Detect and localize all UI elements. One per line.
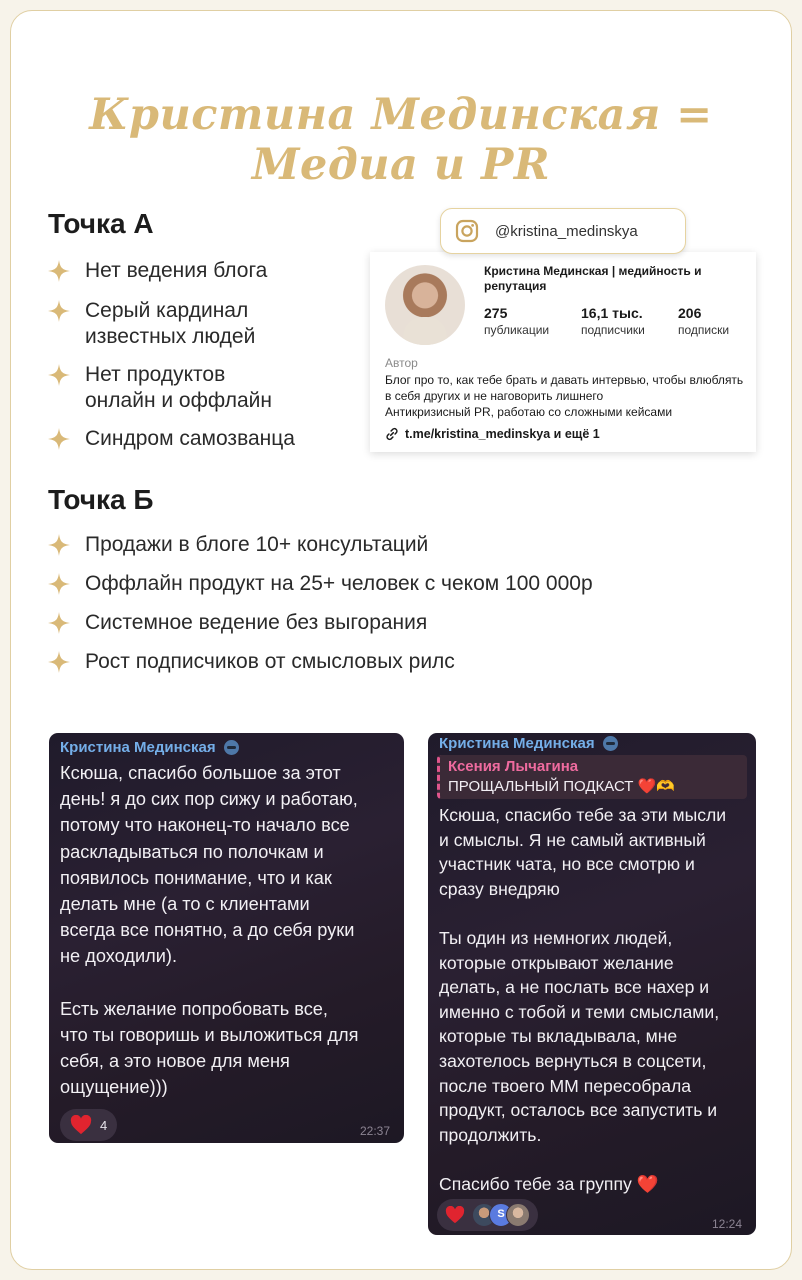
chat-message-1: [49, 733, 404, 1143]
chat-message-2: [428, 733, 756, 1235]
message-time: 22:37: [359, 1124, 390, 1138]
profile-bio: Блог про то, как тебе брать и давать интервью, чтобы влюблять в себя других и не наговорить лишнего Антикризисный PR, работаю со сложными кейсами: [385, 373, 744, 419]
point-a-item: Серый кардинал известных людей: [48, 298, 295, 350]
instagram-handle-badge[interactable]: [440, 208, 686, 254]
link-icon: [385, 427, 399, 441]
reactor-avatar: S: [489, 1203, 513, 1227]
heart-icon: [445, 1206, 465, 1224]
sparkle-icon: [48, 571, 72, 597]
heart-icon: [70, 1115, 92, 1135]
reactor-avatar: [506, 1203, 530, 1227]
message-author: Кристина Мединская: [439, 735, 618, 752]
sparkle-icon: [48, 426, 72, 452]
reaction-count: 4: [100, 1117, 108, 1133]
page-title: Кристина Мединская = Медиа и PR: [89, 90, 713, 190]
sparkle-icon: [48, 649, 72, 675]
profile-link[interactable]: t.me/kristina_medinskya и ещё 1: [385, 427, 600, 441]
reaction-button[interactable]: [60, 1109, 117, 1141]
point-a-item: Синдром самозванца: [48, 426, 295, 452]
stat-followers: 16,1 тыс. подписчики: [581, 305, 645, 337]
sparkle-icon: [48, 532, 72, 558]
point-a-heading: Точка А: [48, 208, 154, 239]
point-a-list: [48, 258, 295, 452]
sparkle-icon: [48, 298, 72, 324]
status-icon: [224, 740, 239, 755]
point-a-item: Нет ведения блога: [48, 258, 295, 284]
profile-category: Автор: [385, 356, 418, 370]
reply-text: ПРОЩАЛЬНЫЙ ПОДКАСТ ❤️🫶: [448, 778, 675, 795]
reply-quote[interactable]: [437, 755, 747, 799]
point-b-heading: Точка Б: [48, 484, 154, 515]
point-b-item: Оффлайн продукт на 25+ человек с чеком 100 000р: [48, 571, 593, 597]
message-time: 12:24: [711, 1217, 742, 1231]
reply-author: Ксения Лычагина: [448, 758, 579, 775]
instagram-handle: @kristina_medinskya: [495, 222, 638, 240]
point-b-item: Системное ведение без выгорания: [48, 610, 593, 636]
stat-posts: 275 публикации: [484, 305, 550, 337]
instagram-icon: [455, 219, 479, 243]
point-b-list: [48, 532, 593, 675]
profile-name: Кристина Мединская | медийность и репутация: [484, 264, 702, 293]
sparkle-icon: [48, 362, 72, 388]
instagram-profile-card: [370, 252, 756, 452]
message-text: Ксюша, спасибо тебе за эти мысли и смыслы. Я не самый активный участник чата, но все смотрю и сразу внедряю Ты один из немногих людей, которые открывают желание делать, а не послать все нахер и именно с тобой и теми смыслами, которые ты вкладывала, мне захотелось вернуться в соцсети, после твоего ММ пересобрала продукт, осталось все запустить и продолжить. Спасибо тебе за группу ❤️: [439, 805, 727, 1194]
status-icon: [603, 736, 618, 751]
point-a-item: Нет продуктов онлайн и оффлайн: [48, 362, 295, 414]
point-b-item: Рост подписчиков от смысловых рилс: [48, 649, 593, 675]
stat-following: 206 подписки: [678, 305, 730, 337]
sparkle-icon: [48, 258, 72, 284]
message-author: Кристина Мединская: [60, 739, 239, 756]
message-text: Ксюша, спасибо большое за этот день! я до сих пор сижу и работаю, потому что наконец-то начало все раскладываться по полочкам и появилось понимание, что и как делать мне (а то с клиентами всегда все понятно, а до себя руки не доходили). Есть желание попробовать все, что ты говоришь и выложиться для себя, а это новое для меня ощущение))): [60, 763, 359, 1098]
avatar: [385, 265, 465, 345]
point-b-item: Продажи в блоге 10+ консультаций: [48, 532, 593, 558]
reaction-button[interactable]: [437, 1199, 538, 1231]
sparkle-icon: [48, 610, 72, 636]
